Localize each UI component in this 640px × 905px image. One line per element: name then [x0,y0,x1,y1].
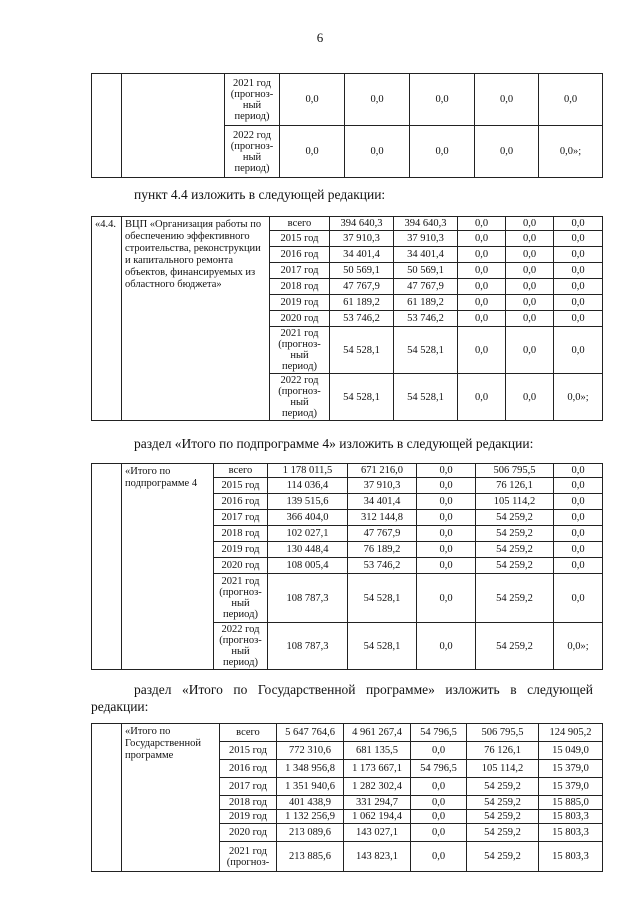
value-cell: 0,0 [554,247,603,263]
item-number-cell [92,724,122,872]
value-cell: 0,0 [554,311,603,327]
value-cell: 0,0 [554,558,603,574]
value-cell: 0,0 [417,526,476,542]
value-cell: 0,0 [458,327,506,374]
value-cell: 394 640,3 [330,217,394,231]
value-cell: 0,0 [554,279,603,295]
value-cell: 366 404,0 [268,510,348,526]
year-cell: 2020 год [214,558,268,574]
value-cell: 102 027,1 [268,526,348,542]
year-cell: 2022 год (прогноз-ный период) [270,374,330,421]
value-cell: 54 528,1 [348,623,417,670]
value-cell: 54 259,2 [476,623,554,670]
value-cell: 0,0 [554,327,603,374]
value-cell: 213 885,6 [277,842,344,872]
table-subprogram-4-total [91,463,603,670]
value-cell: 54 528,1 [330,374,394,421]
value-cell: 312 144,8 [348,510,417,526]
value-cell: 1 282 302,4 [344,778,411,796]
value-cell: 47 767,9 [330,279,394,295]
value-cell: 0,0 [506,279,554,295]
value-cell: 61 189,2 [330,295,394,311]
instruction-paragraph-2: раздел «Итого по подпрограмме 4» изложить в следующей редакции: [134,436,534,451]
year-cell: всего [214,464,268,478]
value-cell: 54 259,2 [476,526,554,542]
item-name-cell: «Итого по Государственной программе [122,724,220,872]
value-cell: 0,0 [554,464,603,478]
year-cell: 2020 год [270,311,330,327]
value-cell: 15 803,3 [539,824,603,842]
value-cell: 54 259,2 [476,510,554,526]
value-cell: 0,0 [411,778,467,796]
value-cell: 0,0 [554,510,603,526]
year-cell: 2019 год [220,810,277,824]
value-cell: 0,0 [506,311,554,327]
value-cell: 54 528,1 [348,574,417,623]
value-cell: 0,0 [411,824,467,842]
value-cell: 0,0»; [539,126,603,178]
value-cell: 15 885,0 [539,796,603,810]
value-cell: 0,0 [458,247,506,263]
value-cell: 0,0 [506,263,554,279]
year-cell: 2018 год [220,796,277,810]
value-cell: 34 401,4 [394,247,458,263]
value-cell: 401 438,9 [277,796,344,810]
value-cell: 681 135,5 [344,742,411,760]
value-cell: 0,0 [417,558,476,574]
value-cell: 5 647 764,6 [277,724,344,742]
value-cell: 0,0 [458,374,506,421]
year-cell: 2021 год (прогноз- [220,842,277,872]
value-cell: 50 569,1 [330,263,394,279]
value-cell: 54 259,2 [467,824,539,842]
value-cell: 37 910,3 [394,231,458,247]
year-cell: 2016 год [214,494,268,510]
value-cell: 130 448,4 [268,542,348,558]
value-cell: 0,0 [554,494,603,510]
year-cell: всего [270,217,330,231]
value-cell: 15 803,3 [539,810,603,824]
value-cell: 0,0 [411,742,467,760]
value-cell: 114 036,4 [268,478,348,494]
value-cell: 0,0 [506,217,554,231]
value-cell: 0,0 [345,126,410,178]
value-cell: 331 294,7 [344,796,411,810]
table-row [92,464,603,478]
value-cell: 0,0 [417,510,476,526]
value-cell: 0,0 [458,295,506,311]
value-cell: 124 905,2 [539,724,603,742]
value-cell: 0,0 [506,247,554,263]
value-cell: 15 049,0 [539,742,603,760]
value-cell: 0,0 [411,842,467,872]
value-cell: 76 126,1 [476,478,554,494]
value-cell: 0,0 [554,263,603,279]
value-cell: 0,0»; [554,374,603,421]
value-cell: 506 795,5 [476,464,554,478]
item-name-cell: «Итого по подпрограмме 4 [122,464,214,670]
value-cell: 213 089,6 [277,824,344,842]
value-cell: 0,0 [417,542,476,558]
value-cell: 50 569,1 [394,263,458,279]
value-cell: 0,0 [417,494,476,510]
table-row [92,217,603,231]
value-cell: 76 189,2 [348,542,417,558]
value-cell: 54 259,2 [467,810,539,824]
value-cell: 54 528,1 [394,327,458,374]
year-cell: 2019 год [214,542,268,558]
value-cell: 15 379,0 [539,760,603,778]
value-cell: 671 216,0 [348,464,417,478]
value-cell: 53 746,2 [394,311,458,327]
year-cell: 2016 год [270,247,330,263]
value-cell: 34 401,4 [330,247,394,263]
value-cell: 54 259,2 [467,796,539,810]
year-cell: 2021 год (прогноз-ный период) [225,74,280,126]
value-cell: 772 310,6 [277,742,344,760]
value-cell: 54 259,2 [467,778,539,796]
year-cell: 2022 год (прогноз-ный период) [214,623,268,670]
value-cell: 0,0 [417,464,476,478]
year-cell: 2016 год [220,760,277,778]
value-cell: 1 178 011,5 [268,464,348,478]
table-continuation [91,73,603,178]
value-cell: 105 114,2 [476,494,554,510]
value-cell: 1 351 940,6 [277,778,344,796]
value-cell: 0,0 [458,311,506,327]
value-cell: 0,0 [554,295,603,311]
instruction-paragraph-3: раздел «Итого по Государственной программе» изложить в следующей [134,682,593,697]
value-cell: 54 259,2 [476,542,554,558]
value-cell: 506 795,5 [467,724,539,742]
year-cell: 2015 год [270,231,330,247]
year-cell: 2021 год (прогноз-ный период) [270,327,330,374]
value-cell: 0,0 [280,126,345,178]
value-cell: 4 961 267,4 [344,724,411,742]
value-cell: 37 910,3 [348,478,417,494]
value-cell: 0,0 [417,574,476,623]
year-cell: 2019 год [270,295,330,311]
year-cell: 2021 год (прогноз-ный период) [214,574,268,623]
value-cell: 0,0 [411,796,467,810]
value-cell: 0,0 [554,574,603,623]
year-cell: 2015 год [214,478,268,494]
value-cell: 53 746,2 [330,311,394,327]
value-cell: 0,0 [506,374,554,421]
value-cell: 0,0 [458,217,506,231]
value-cell: 0,0 [410,126,475,178]
value-cell: 54 796,5 [411,760,467,778]
value-cell: 1 132 256,9 [277,810,344,824]
value-cell: 0,0 [554,217,603,231]
value-cell: 54 796,5 [411,724,467,742]
value-cell: 108 787,3 [268,623,348,670]
value-cell: 47 767,9 [394,279,458,295]
year-cell: 2017 год [214,510,268,526]
value-cell: 0,0 [554,478,603,494]
table-row [92,74,603,126]
value-cell: 0,0 [554,231,603,247]
value-cell: 0,0 [539,74,603,126]
value-cell: 54 528,1 [330,327,394,374]
value-cell: 0,0 [458,263,506,279]
value-cell: 143 823,1 [344,842,411,872]
value-cell: 54 528,1 [394,374,458,421]
year-cell: 2022 год (прогноз-ный период) [225,126,280,178]
item-name-cell [122,74,225,178]
value-cell: 54 259,2 [476,558,554,574]
value-cell: 1 173 667,1 [344,760,411,778]
value-cell: 394 640,3 [394,217,458,231]
value-cell: 15 379,0 [539,778,603,796]
value-cell: 139 515,6 [268,494,348,510]
value-cell: 0,0 [554,526,603,542]
value-cell: 143 027,1 [344,824,411,842]
value-cell: 1 348 956,8 [277,760,344,778]
value-cell: 0,0 [554,542,603,558]
value-cell: 1 062 194,4 [344,810,411,824]
year-cell: 2020 год [220,824,277,842]
value-cell: 0,0 [458,231,506,247]
value-cell: 0,0 [475,74,539,126]
value-cell: 0,0 [280,74,345,126]
year-cell: 2018 год [214,526,268,542]
instruction-paragraph-1: пункт 4.4 изложить в следующей редакции: [134,187,386,202]
table-state-program-total [91,723,603,872]
value-cell: 108 787,3 [268,574,348,623]
year-cell: всего [220,724,277,742]
value-cell: 54 259,2 [476,574,554,623]
value-cell: 37 910,3 [330,231,394,247]
value-cell: 47 767,9 [348,526,417,542]
instruction-paragraph-3-cont: редакции: [91,699,149,714]
value-cell: 108 005,4 [268,558,348,574]
value-cell: 0,0 [417,478,476,494]
value-cell: 61 189,2 [394,295,458,311]
value-cell: 0,0 [506,295,554,311]
value-cell: 54 259,2 [467,842,539,872]
value-cell: 0,0 [345,74,410,126]
table-row [92,724,603,742]
item-number-cell [92,74,122,178]
year-cell: 2018 год [270,279,330,295]
value-cell: 0,0 [458,279,506,295]
value-cell: 0,0 [417,623,476,670]
value-cell: 0,0 [506,231,554,247]
value-cell: 15 803,3 [539,842,603,872]
value-cell: 34 401,4 [348,494,417,510]
value-cell: 0,0»; [554,623,603,670]
value-cell: 0,0 [411,810,467,824]
table-item-4-4 [91,216,603,421]
item-number-cell [92,464,122,670]
page-number: 6 [316,30,324,45]
value-cell: 0,0 [506,327,554,374]
value-cell: 76 126,1 [467,742,539,760]
item-name-cell: ВЦП «Организация работы по обеспечению эффективного строительства, реконструкции и капитального ремонта объектов, финансируемых из областного бюджета» [122,217,270,421]
value-cell: 0,0 [475,126,539,178]
value-cell: 0,0 [410,74,475,126]
year-cell: 2017 год [270,263,330,279]
value-cell: 53 746,2 [348,558,417,574]
value-cell: 105 114,2 [467,760,539,778]
item-number-cell: «4.4. [92,217,122,421]
year-cell: 2015 год [220,742,277,760]
year-cell: 2017 год [220,778,277,796]
